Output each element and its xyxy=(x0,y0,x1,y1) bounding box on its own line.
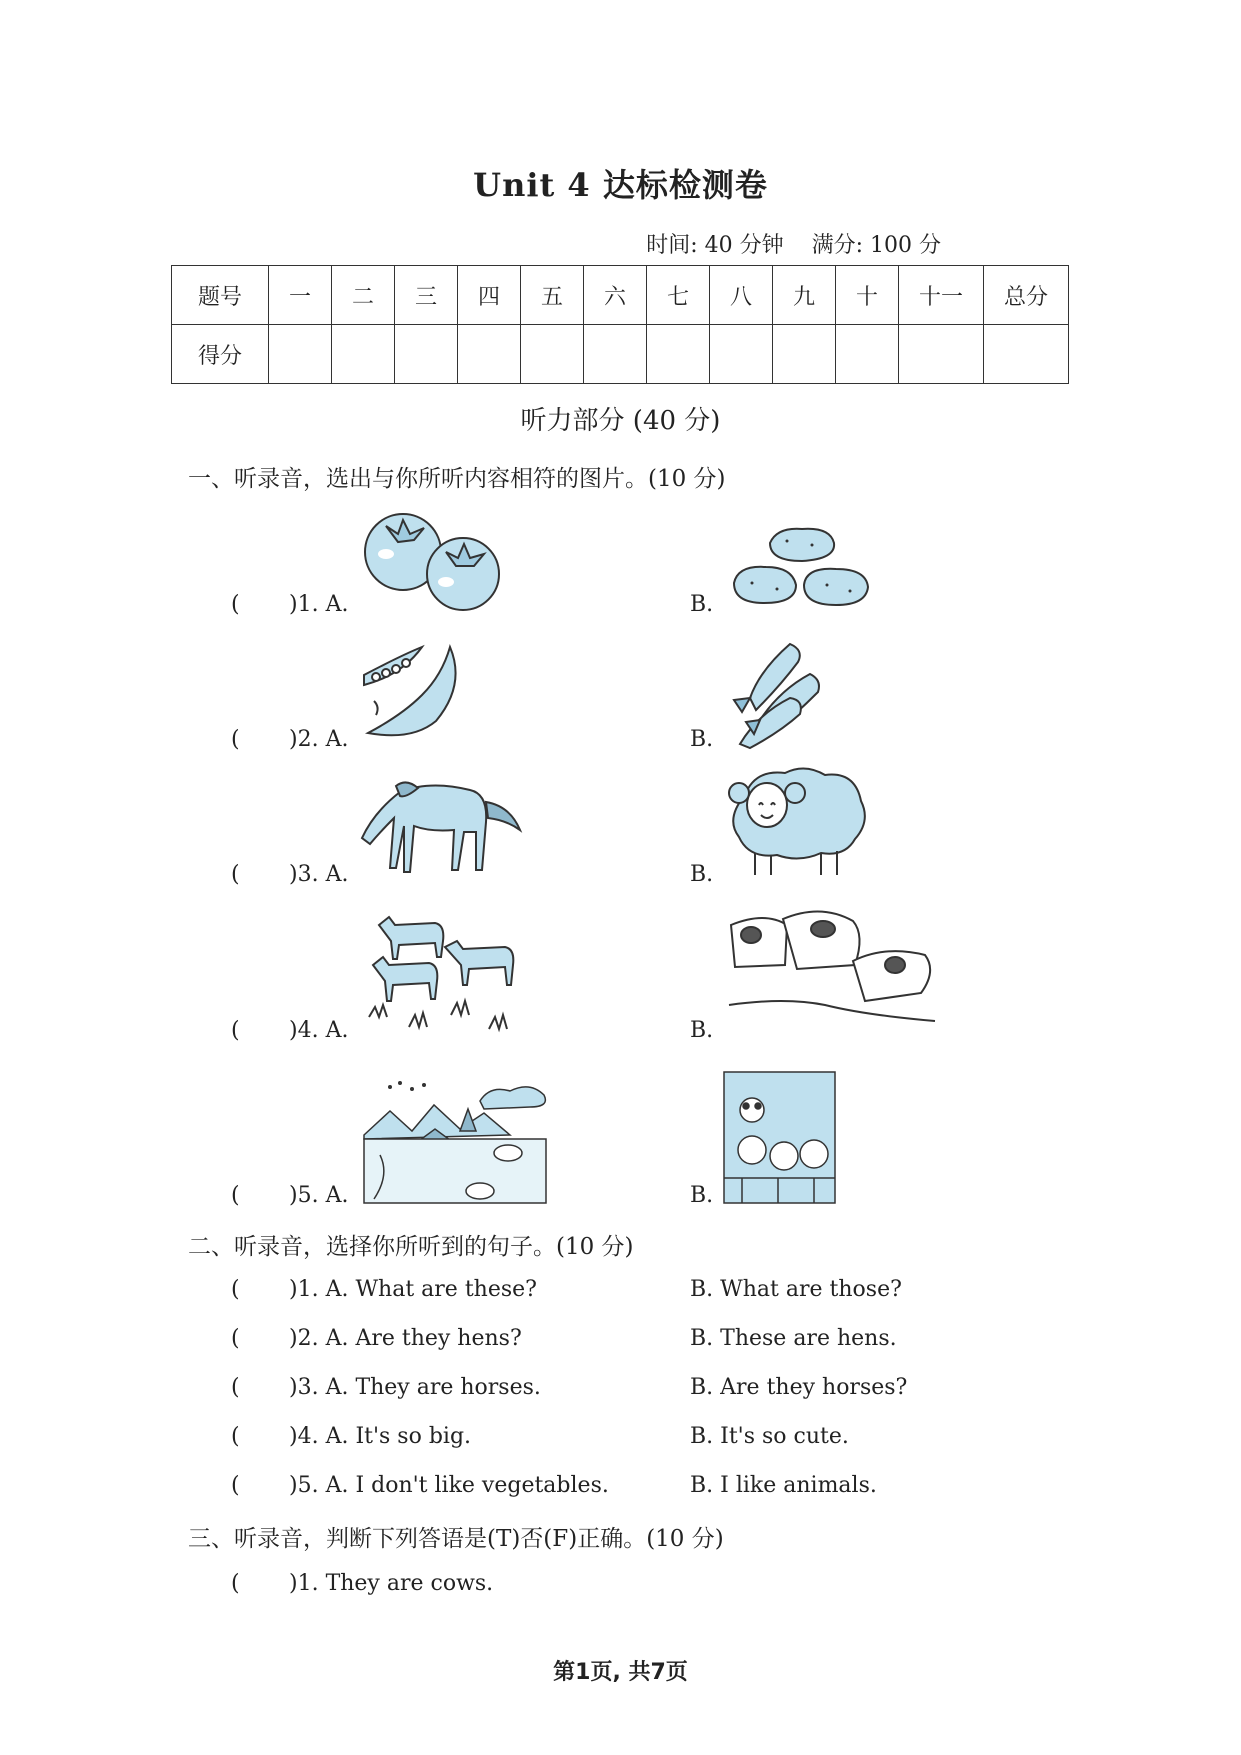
option-b-label: B. xyxy=(690,862,714,887)
score-cell[interactable] xyxy=(332,325,395,384)
score-table-score-row xyxy=(172,325,1069,384)
option-b-label: B. xyxy=(690,727,714,752)
score-cell[interactable] xyxy=(395,325,458,384)
sentence-option-b: B. I like animals. xyxy=(690,1473,877,1498)
question-number: )1. A. xyxy=(289,592,349,617)
score-cell[interactable] xyxy=(899,325,984,384)
score-col: 二 xyxy=(332,266,395,325)
tomatoes-image[interactable] xyxy=(358,512,508,612)
answer-paren: ( xyxy=(231,1473,240,1498)
score-cell[interactable] xyxy=(521,325,584,384)
sentence-option-b: B. What are those? xyxy=(690,1277,902,1302)
question-number: )3. A. xyxy=(289,862,349,887)
score-col: 四 xyxy=(458,266,521,325)
section2-title: 二、听录音，选择你所听到的句子。(10 分) xyxy=(188,1234,634,1260)
answer-paren: ( xyxy=(231,862,240,887)
sheep-image[interactable] xyxy=(725,765,870,880)
question-number: )5. A. xyxy=(289,1183,349,1208)
sentence-option-a: )5. A. I don't like vegetables. xyxy=(289,1473,609,1498)
sentence-option-a: )4. A. It's so big. xyxy=(289,1424,472,1449)
sentence-option-a: )3. A. They are horses. xyxy=(289,1375,541,1400)
score-cell[interactable] xyxy=(647,325,710,384)
sentence-option-b: B. These are hens. xyxy=(690,1326,897,1351)
answer-paren: ( xyxy=(231,1326,240,1351)
sentence-option-b: B. Are they horses? xyxy=(690,1375,908,1400)
carrots-image[interactable] xyxy=(720,640,830,750)
answer-paren: ( xyxy=(231,1183,240,1208)
score-col: 八 xyxy=(710,266,773,325)
page-footer: 第1页, 共7页 xyxy=(553,1660,688,1685)
cows-image[interactable] xyxy=(725,905,940,1040)
score-col: 五 xyxy=(521,266,584,325)
answer-paren: ( xyxy=(231,1018,240,1043)
score-col: 十一 xyxy=(899,266,984,325)
goats-image[interactable] xyxy=(365,905,525,1035)
answer-paren: ( xyxy=(231,1375,240,1400)
sentence-option-b: B. It's so cute. xyxy=(690,1424,849,1449)
score-col: 七 xyxy=(647,266,710,325)
exam-time: 时间: 40 分钟 xyxy=(646,233,784,258)
score-cell[interactable] xyxy=(710,325,773,384)
option-b-label: B. xyxy=(690,592,714,617)
score-col: 十 xyxy=(836,266,899,325)
score-cell[interactable] xyxy=(584,325,647,384)
answer-paren: ( xyxy=(231,592,240,617)
score-cell[interactable] xyxy=(984,325,1069,384)
score-cell[interactable] xyxy=(773,325,836,384)
answer-paren: ( xyxy=(231,727,240,752)
farm-scene-image[interactable] xyxy=(360,1075,550,1205)
section3-title: 三、听录音，判断下列答语是(T)否(F)正确。(10 分) xyxy=(188,1526,724,1552)
section1-title: 一、听录音，选出与你所听内容相符的图片。(10 分) xyxy=(188,466,726,492)
score-table xyxy=(171,265,1069,384)
page-title: Unit 4 达标检测卷 xyxy=(473,166,768,204)
horse-image[interactable] xyxy=(360,772,525,882)
score-col: 九 xyxy=(773,266,836,325)
answer-paren: ( xyxy=(231,1277,240,1302)
listening-header: 听力部分 (40 分) xyxy=(520,406,721,436)
score-col: 三 xyxy=(395,266,458,325)
zoo-scene-image[interactable] xyxy=(722,1070,837,1205)
score-table-header-row xyxy=(172,266,1069,325)
option-b-label: B. xyxy=(690,1018,714,1043)
score-cell[interactable] xyxy=(836,325,899,384)
question-number: )2. A. xyxy=(289,727,349,752)
peas-image[interactable] xyxy=(362,645,462,745)
sentence-option-a: )2. A. Are they hens? xyxy=(289,1326,522,1351)
question-number: )4. A. xyxy=(289,1018,349,1043)
exam-full-score: 满分: 100 分 xyxy=(811,233,941,258)
score-table-score-label: 得分 xyxy=(172,325,269,384)
score-col: 一 xyxy=(269,266,332,325)
judgement-statement: )1. They are cows. xyxy=(289,1571,494,1596)
score-cell[interactable] xyxy=(458,325,521,384)
score-cell[interactable] xyxy=(269,325,332,384)
sentence-option-a: )1. A. What are these? xyxy=(289,1277,537,1302)
answer-paren: ( xyxy=(231,1571,240,1596)
potatoes-image[interactable] xyxy=(732,525,872,610)
score-col: 总分 xyxy=(984,266,1069,325)
score-table-header-label: 题号 xyxy=(172,266,269,325)
answer-paren: ( xyxy=(231,1424,240,1449)
option-b-label: B. xyxy=(690,1183,714,1208)
score-col: 六 xyxy=(584,266,647,325)
exam-meta xyxy=(646,228,941,259)
